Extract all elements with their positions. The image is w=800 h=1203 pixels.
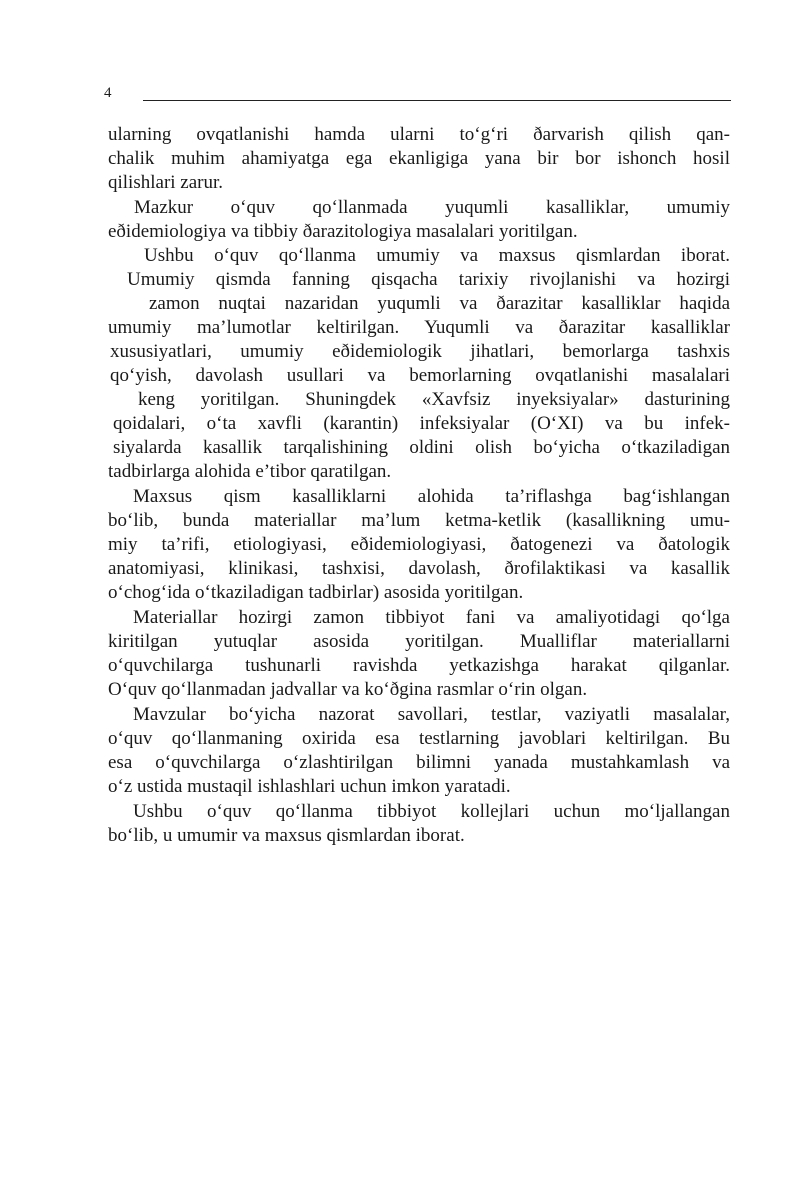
text-line: eðidemiologiya va tibbiy ðarazitologiya masalalari yoritilgan.: [108, 221, 578, 242]
text-line: Mazkur o‘quv qo‘llanmada yuqumli kasalliklar, umumiy: [134, 197, 730, 218]
text-line: Maxsus qism kasalliklarni alohida ta’riflashga bag‘ishlangan: [133, 486, 730, 507]
page-number: 4: [104, 85, 112, 101]
text-line: qilishlari zarur.: [108, 172, 224, 193]
text-line: tadbirlarga alohida e’tibor qaratilgan.: [108, 461, 392, 482]
text-line: keng yoritilgan. Shuningdek «Xavfsiz inyeksiyalar» dasturining: [138, 389, 730, 410]
text-line: zamon nuqtai nazaridan yuqumli va ðarazitar kasalliklar haqida: [149, 293, 730, 314]
text-line: siyalarda kasallik tarqalishining oldini olish bo‘yicha o‘tkaziladigan: [113, 437, 730, 458]
text-line: Mavzular bo‘yicha nazorat savollari, testlar, vaziyatli masalalar,: [133, 704, 730, 725]
text-line: o‘chog‘ida o‘tkaziladigan tadbirlar) asosida yoritilgan.: [108, 582, 524, 603]
text-line: bo‘lib, u umumir va maxsus qismlardan iborat.: [108, 825, 465, 846]
text-line: o‘quv qo‘llanmaning oxirida esa testlarning javoblari keltirilgan. Bu: [108, 728, 730, 749]
text-line: qoidalari, o‘ta xavfli (karantin) infeksiyalar (O‘XI) va bu infek-: [113, 413, 730, 434]
text-line: chalik muhim ahamiyatga ega ekanligiga yana bir bor ishonch hosil: [108, 148, 730, 169]
text-line: ularning ovqatlanishi hamda ularni to‘g‘ri ðarvarish qilish qan-: [108, 124, 730, 145]
text-line: o‘quvchilarga tushunarli ravishda yetkazishga harakat qilganlar.: [108, 655, 730, 676]
text-line: Umumiy qismda fanning qisqacha tarixiy rivojlanishi va hozirgi: [127, 269, 730, 290]
text-line: Ushbu o‘quv qo‘llanma tibbiyot kollejlari uchun mo‘ljallangan: [133, 801, 730, 822]
text-line: xususiyatlari, umumiy eðidemiologik jihatlari, bemorlarga tashxis: [110, 341, 730, 362]
header-rule: [143, 100, 731, 101]
text-line: qo‘yish, davolash usullari va bemorlarning ovqatlanishi masalalari: [110, 365, 730, 386]
text-line: anatomiyasi, klinikasi, tashxisi, davolash, ðrofilaktikasi va kasallik: [108, 558, 730, 579]
text-line: Ushbu o‘quv qo‘llanma umumiy va maxsus qismlardan iborat.: [144, 245, 730, 266]
text-line: Materiallar hozirgi zamon tibbiyot fani va amaliyotidagi qo‘lga: [133, 607, 730, 628]
text-line: o‘z ustida mustaqil ishlashlari uchun imkon yaratadi.: [108, 776, 511, 797]
text-line: esa o‘quvchilarga o‘zlashtirilgan bilimni yanada mustahkamlash va: [108, 752, 730, 773]
text-line: bo‘lib, bunda materiallar ma’lum ketma-ketlik (kasallikning umu-: [108, 510, 730, 531]
text-line: O‘quv qo‘llanmadan jadvallar va ko‘ðgina rasmlar o‘rin olgan.: [108, 679, 588, 700]
text-line: umumiy ma’lumotlar keltirilgan. Yuqumli va ðarazitar kasalliklar: [108, 317, 730, 338]
text-line: kiritilgan yutuqlar asosida yoritilgan. Mualliflar materiallarni: [108, 631, 730, 652]
text-line: miy ta’rifi, etiologiyasi, eðidemiologiyasi, ðatogenezi va ðatologik: [108, 534, 730, 555]
